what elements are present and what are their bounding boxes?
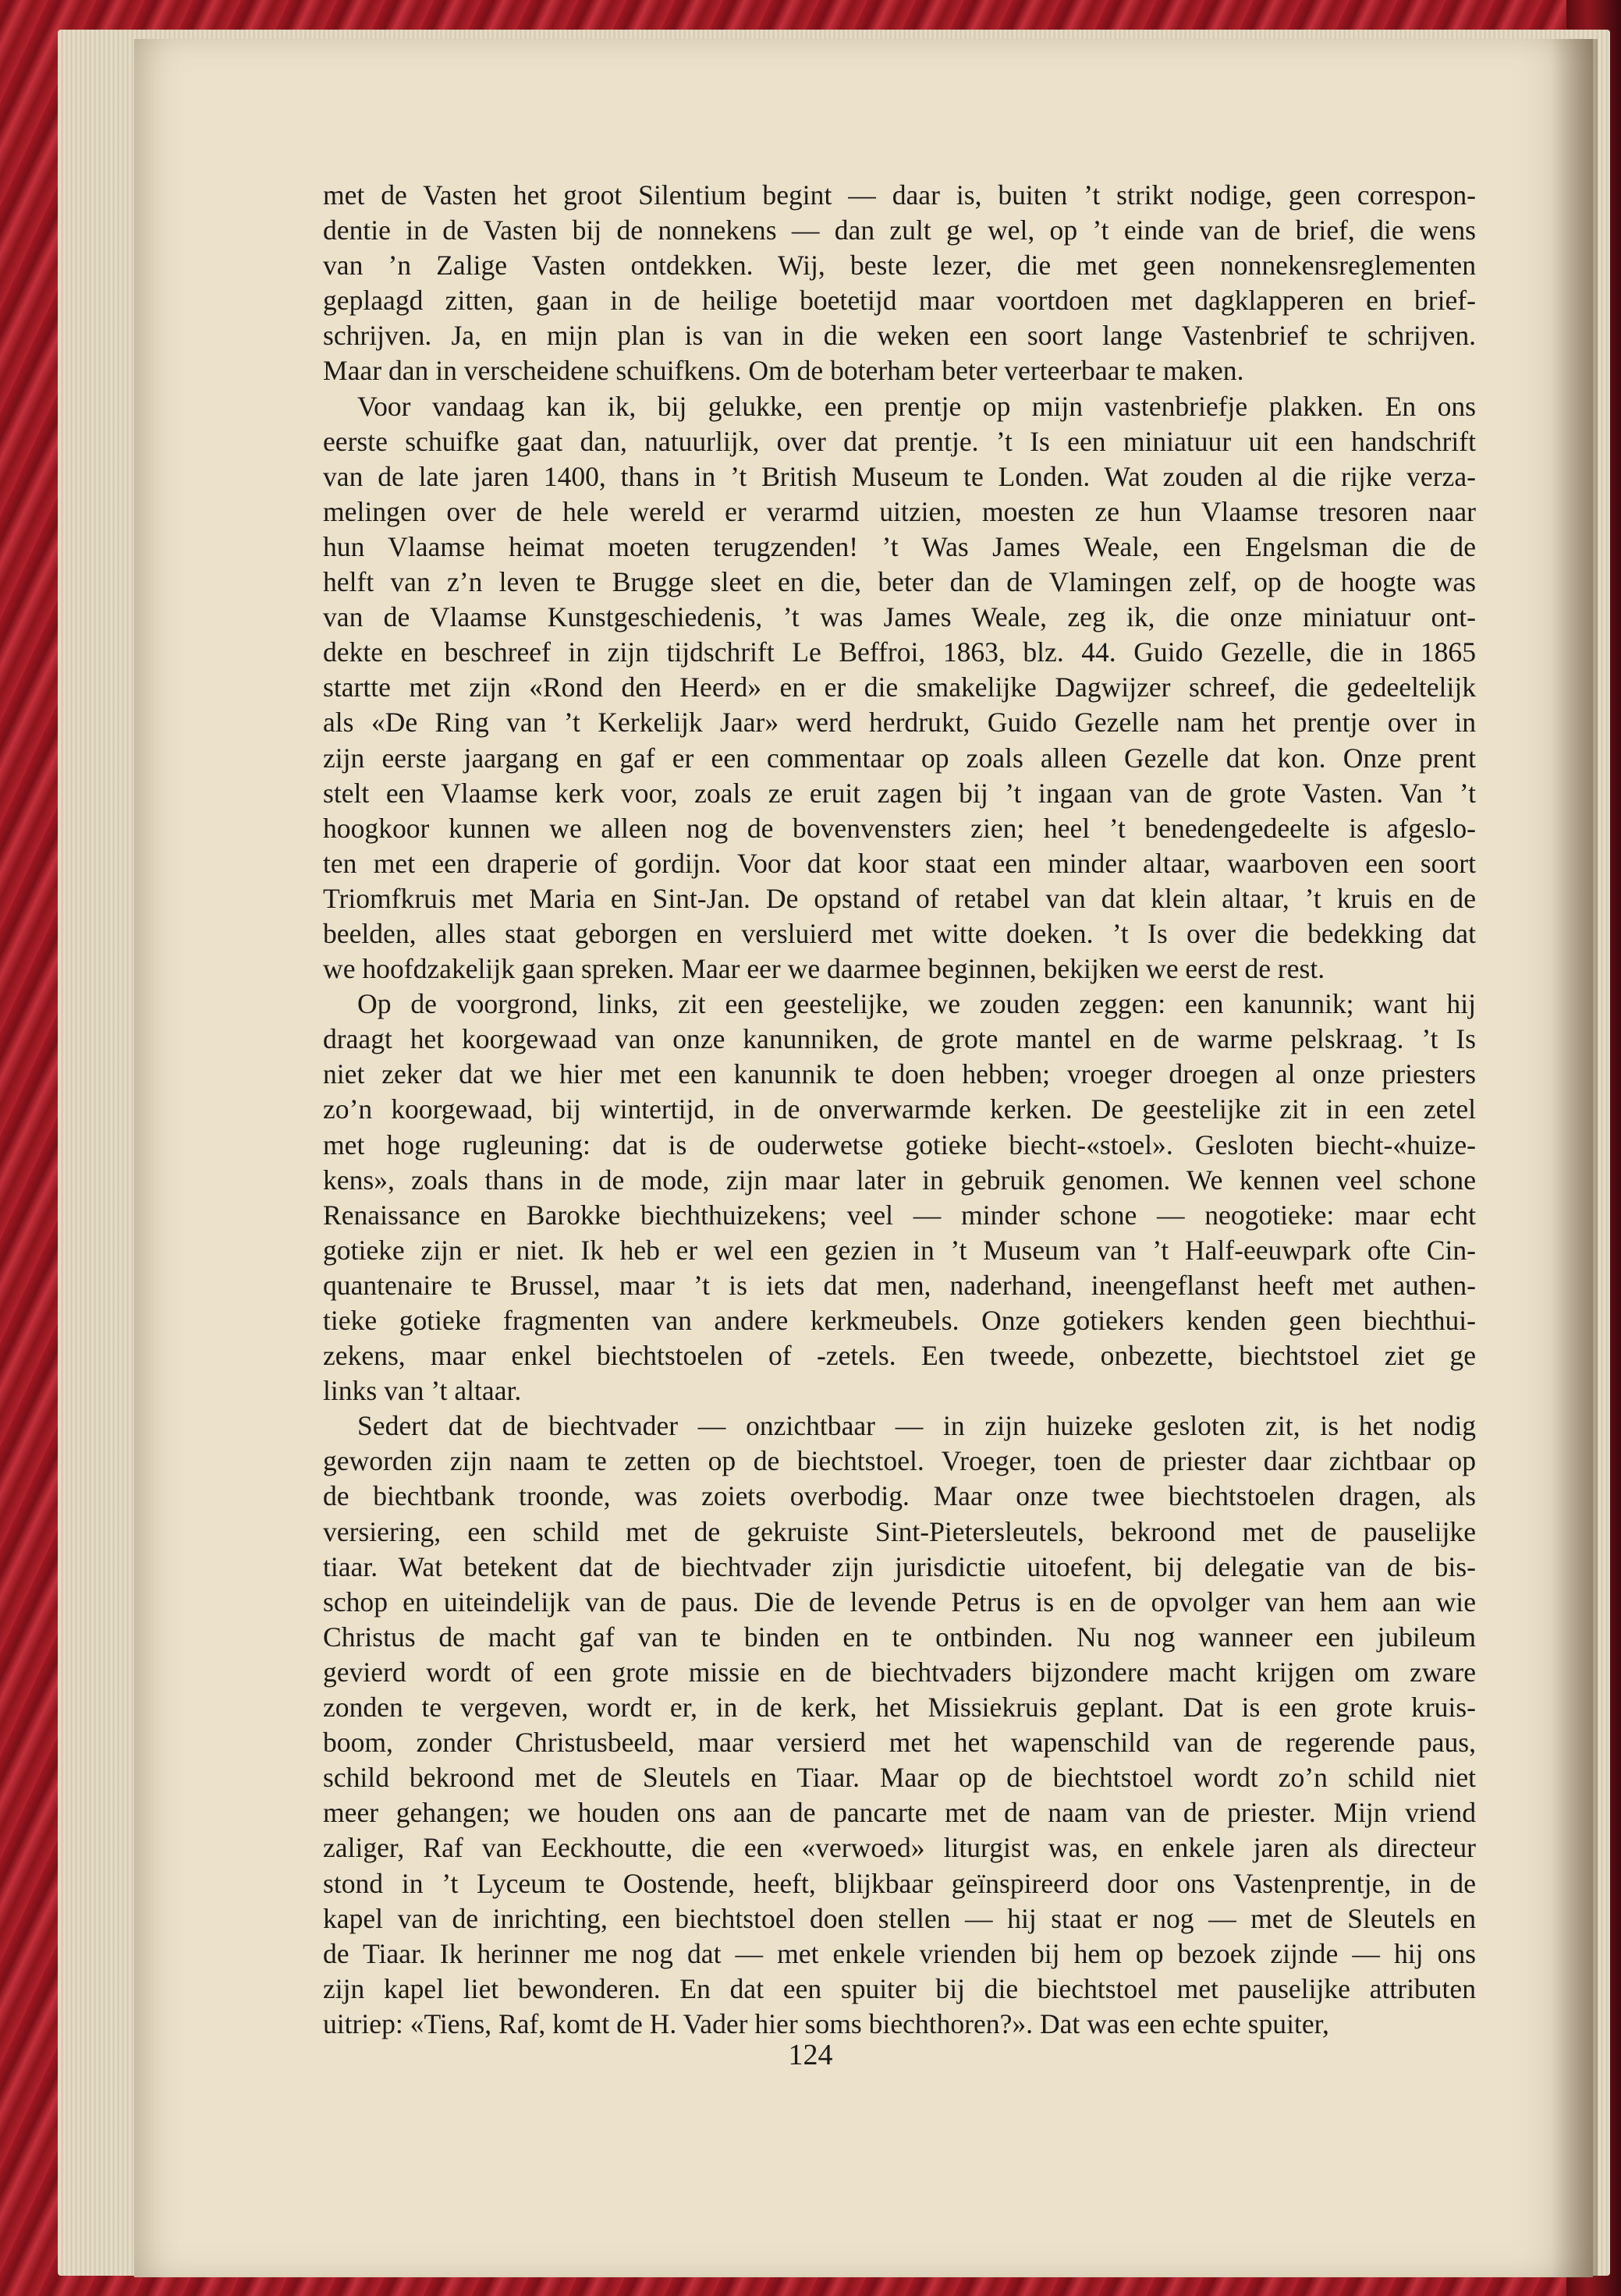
text-line: hoogkoor kunnen we alleen nog de bovenvensters zien; heel ’t benedengedeelte is afgeslo- (323, 812, 1476, 844)
text-line: de Tiaar. Ik herinner me nog dat — met enkele vrienden bij hem op bezoek zijnde — hij ons (323, 1937, 1476, 1969)
text-line: schild bekroond met de Sleutels en Tiaar. Maar op de biechtstoel wordt zo’n schild niet (323, 1762, 1476, 1794)
text-line: kapel van de inrichting, een biechtstoel doen stellen — hij staat er nog — met de Sleutels en (323, 1902, 1476, 1934)
text-line: ten met een draperie of gordijn. Voor dat koor staat een minder altaar, waarboven een soort (323, 847, 1476, 879)
text-line: als «De Ring van ’t Kerkelijk Jaar» werd herdrukt, Guido Gezelle nam het prentje over in (323, 707, 1476, 739)
text-line: quantenaire te Brussel, maar ’t is iets dat men, naderhand, ineengeflanst heeft met authen- (323, 1269, 1476, 1301)
text-line: zaliger, Raf van Eeckhoutte, die een «verwoed» liturgist was, en enkele jaren als directeur (323, 1832, 1476, 1864)
text-line: Voor vandaag kan ik, bij gelukke, een prentje op mijn vastenbriefje plakken. En ons (357, 390, 1476, 422)
paragraph (323, 389, 1476, 987)
text-line: eerste schuifke gaat dan, natuurlijk, over dat prentje. ’t Is een miniatuur uit een handschrift (323, 425, 1476, 457)
text-line: niet zeker dat we hier met een kanunnik te doen hebben; vroeger droegen al onze priesters (323, 1058, 1476, 1090)
text-line: stond in ’t Lyceum te Oostende, heeft, blijkbaar geïnspireerd door ons Vastenprentje, in de (323, 1867, 1476, 1899)
text-line: dekte en beschreef in zijn tijdschrift Le Beffroi, 1863, blz. 44. Guido Gezelle, die in 1865 (323, 636, 1476, 668)
text-line: links van ’t altaar. (323, 1375, 522, 1407)
text-line: tiaar. Wat betekent dat de biechtvader zijn jurisdictie uitoefent, bij delegatie van de bis- (323, 1550, 1476, 1582)
text-line: van de late jaren 1400, thans in ’t British Museum te Londen. Wat zouden al die rijke verza- (323, 460, 1476, 492)
text-line: gotieke zijn er niet. Ik heb er wel een gezien in ’t Museum van ’t Half-eeuwpark ofte Cin- (323, 1234, 1476, 1266)
text-line: Op de voorgrond, links, zit een geestelijke, we zouden zeggen: een kanunnik; want hij (357, 988, 1476, 1020)
text-line: we hoofdzakelijk gaan spreken. Maar eer we daarmee beginnen, bekijken we eerst de rest. (323, 953, 1325, 985)
text-line: draagt het koorgewaad van onze kanunniken, de grote mantel en de warme pelskraag. ’t Is (323, 1023, 1476, 1055)
text-line: boom, zonder Christusbeeld, maar versierd met het wapenschild van de regerende paus, (323, 1727, 1476, 1759)
text-line: zonden te vergeven, wordt er, in de kerk, het Missiekruis geplant. Dat is een grote kruis- (323, 1692, 1476, 1724)
text-line: uitriep: «Tiens, Raf, komt de H. Vader hier soms biechthoren?». Dat was een echte spuiter, (323, 2007, 1329, 2039)
text-line: zo’n koorgewaad, bij wintertijd, in de onverwarmde kerken. De geestelijke zit in een zetel (323, 1093, 1476, 1125)
text-line: helft van z’n leven te Brugge sleet en die, beter dan de Vlamingen zelf, op de hoogte was (323, 566, 1476, 598)
text-line: hun Vlaamse heimat moeten terugzenden! ’t Was James Weale, een Engelsman die de (323, 530, 1476, 562)
text-line: stelt een Vlaamse kerk voor, zoals ze eruit zagen bij ’t ingaan van de grote Vasten. Van ’t (323, 777, 1476, 809)
text-line: met hoge rugleuning: dat is de ouderwetse gotieke biecht-«stoel». Gesloten biecht-«huize- (323, 1129, 1476, 1160)
text-line: schop en uiteindelijk van de paus. Die de levende Petrus is en de opvolger van hem aan wie (323, 1586, 1476, 1617)
text-line: geworden zijn naam te zetten op de biechtstoel. Vroeger, toen de priester daar zichtbaar op (323, 1445, 1476, 1477)
text-line: gevierd wordt of een grote missie en de biechtvaders bijzondere macht krijgen om zware (323, 1656, 1476, 1688)
text-line: melingen over de hele wereld er verarmd uitzien, moesten ze hun Vlaamse tresoren naar (323, 495, 1476, 527)
text-line: Maar dan in verscheidene schuifkens. Om de boterham beter verteerbaar te maken. (323, 355, 1244, 387)
text-line: beelden, alles staat geborgen en versluierd met witte doeken. ’t Is over die bedekking dat (323, 917, 1476, 949)
page-gutter-shadow (1551, 39, 1598, 2277)
page-number: 124 (788, 2039, 833, 2071)
paragraph (323, 178, 1476, 389)
text-line: van de Vlaamse Kunstgeschiedenis, ’t was James Weale, zeg ik, die onze miniatuur ont- (323, 601, 1476, 633)
body-text (323, 178, 1476, 2042)
text-line: schrijven. Ja, en mijn plan is van in die weken een soort lange Vastenbrief te schrijven. (323, 320, 1476, 352)
text-line: meer gehangen; we houden ons aan de pancarte met de naam van de priester. Mijn vriend (323, 1797, 1476, 1829)
text-line: Christus de macht gaf van te binden en te ontbinden. Nu nog wanneer een jubileum (323, 1621, 1476, 1653)
text-line: startte met zijn «Rond den Heerd» en er die smakelijke Dagwijzer schreef, die gedeeltelijk (323, 671, 1476, 703)
text-line: Sedert dat de biechtvader — onzichtbaar — in zijn huizeke gesloten zit, is het nodig (357, 1410, 1476, 1442)
text-line: zijn kapel liet bewonderen. En dat een spuiter bij die biechtstoel met pauselijke attributen (323, 1972, 1476, 2004)
text-line: kens», zoals thans in de mode, zijn maar later in gebruik genomen. We kennen veel schone (323, 1164, 1476, 1196)
text-line: geplaagd zitten, gaan in de heilige boetetijd maar voortdoen met dagklapperen en brief- (323, 285, 1476, 317)
paragraph (323, 1408, 1476, 2042)
text-line: met de Vasten het groot Silentium begint — daar is, buiten ’t strikt nodige, geen correspon- (323, 179, 1476, 211)
paragraph (323, 987, 1476, 1408)
text-line: van ’n Zalige Vasten ontdekken. Wij, beste lezer, die met geen nonnekensreglementen (323, 250, 1476, 282)
text-line: de biechtbank troonde, was zoiets overbodig. Maar onze twee biechtstoelen dragen, als (323, 1480, 1476, 1512)
text-line: versiering, een schild met de gekruiste Sint-Pietersleutels, bekroond met de pauselijke (323, 1515, 1476, 1547)
text-line: zekens, maar enkel biechtstoelen of -zetels. Een tweede, onbezette, biechtstoel ziet ge (323, 1340, 1476, 1372)
text-line: Renaissance en Barokke biechthuizekens; veel — minder schone — neogotieke: maar echt (323, 1199, 1476, 1231)
text-line: dentie in de Vasten bij de nonnekens — dan zult ge wel, op ’t einde van de brief, die wens (323, 214, 1476, 246)
text-line: tieke gotieke fragmenten van andere kerkmeubels. Onze gotiekers kenden geen biechthui- (323, 1305, 1476, 1336)
text-line: zijn eerste jaargang en gaf er een commentaar op zoals alleen Gezelle dat kon. Onze prent (323, 742, 1476, 774)
text-line: Triomfkruis met Maria en Sint-Jan. De opstand of retabel van dat klein altaar, ’t kruis en de (323, 882, 1476, 914)
